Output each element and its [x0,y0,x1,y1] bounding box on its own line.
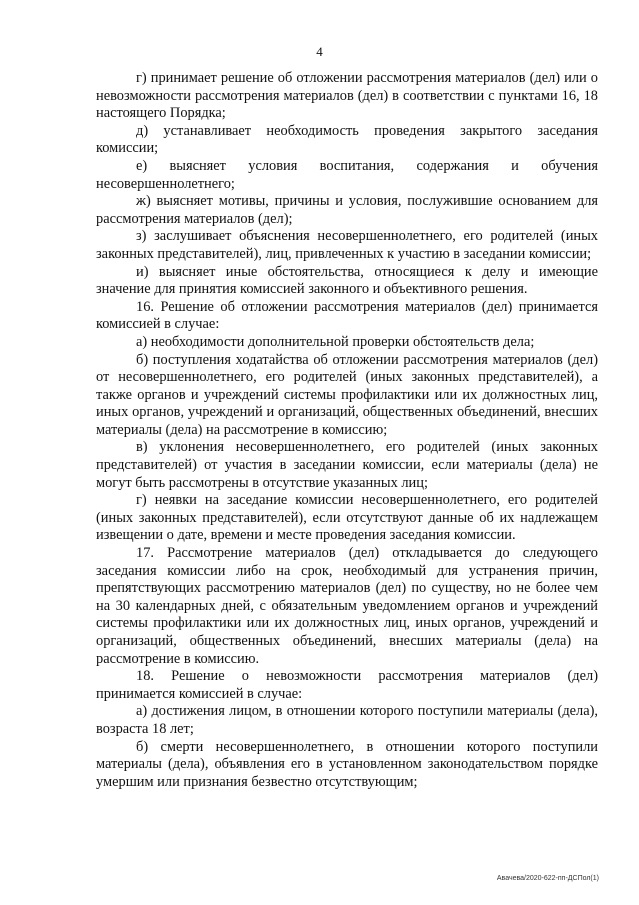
section-paragraph-17: 17. Рассмотрение материалов (дел) откладывается до следующего заседания комиссии либо на срок, необходимый для устранения причин, препятствующих рассмотрению материалов (дел) по существу, но не более чем на 30 календарных дней, с обязательным уведомлением органов и учреждений системы профилактики или их должностных лиц, иных органов, учреждений и организаций, общественных объединений, внесших материалы (дела) на рассмотрение в комиссию. [96,545,598,667]
page-number: 4 [316,44,323,59]
section-paragraph-18: 18. Решение о невозможности рассмотрения материалов (дел) принимается комиссией в случае: [96,668,598,702]
paragraph: г) неявки на заседание комиссии несовершеннолетнего, его родителей (иных законных представителей), если отсутствуют данные об их надлежащем извещении о дате, времени и месте проведения заседания комиссии. [96,492,598,544]
document-code-footer: Авачева/2020-622-пп-ДСПол(1) [496,875,599,882]
paragraph: б) смерти несовершеннолетнего, в отношении которого поступили материалы (дела), объявления его в установленном законодательством порядке умершим или признания безвестно отсутствующим; [96,738,598,790]
document-body [96,70,598,791]
paragraph: б) поступления ходатайства об отложении рассмотрения материалов (дел) от несовершеннолетнего, его родителей (иных законных представителей), а также органов и учреждений системы профилактики или их должностных лиц, иных органов, учреждений и организаций, общественных объединений, внесших материалы (дела) на рассмотрение в комиссию; [96,351,598,438]
paragraph: е) выясняет условия воспитания, содержания и обучения несовершеннолетнего; [96,157,598,192]
paragraph: а) необходимости дополнительной проверки обстоятельств дела; [136,333,535,350]
paragraph: ж) выясняет мотивы, причины и условия, послужившие основанием для рассмотрения материалов (дел); [96,193,598,227]
section-paragraph-16: 16. Решение об отложении рассмотрения материалов (дел) принимается комиссией в случае: [96,298,598,333]
paragraph: д) устанавливает необходимость проведения закрытого заседания комиссии; [96,122,598,157]
paragraph: и) выясняет иные обстоятельства, относящиеся к делу и имеющие значение для принятия комиссией законного и объективного решения. [96,263,598,298]
paragraph: а) достижения лицом, в отношении которого поступили материалы (дела), возраста 18 лет; [96,703,598,737]
paragraph: в) уклонения несовершеннолетнего, его родителей (иных законных представителей) от участия в заседании комиссии, если материалы (дела) не могут быть рассмотрены в отсутствие указанных лиц; [96,439,598,491]
paragraph: г) принимает решение об отложении рассмотрения материалов (дел) или о невозможности рассмотрения материалов (дел) в соответствии с пунктами 16, 18 настоящего Порядка; [96,70,598,122]
paragraph: з) заслушивает объяснения несовершеннолетнего, его родителей (иных законных представителей), лиц, привлеченных к участию в заседании комиссии; [96,228,598,262]
